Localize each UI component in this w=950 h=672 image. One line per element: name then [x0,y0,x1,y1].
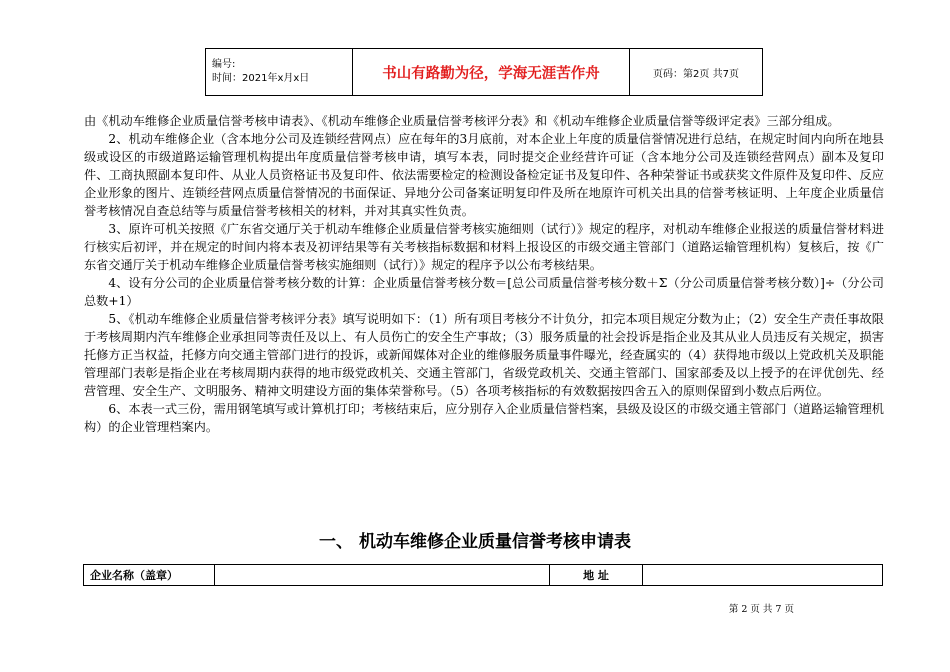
address-field[interactable] [643,565,883,586]
paragraph-5: 5、《机动车维修企业质量信誉考核评分表》填写说明如下：（1）所有项目考核分不计负分，扣完本项目规定分数为止；（2）安全生产责任事故限于考核周期内汽车维修企业承担同等责任及以上、有人员伤亡的安全生产事故；（3）服务质量的社会投诉是指企业及其从业人员违反有关规定，损害托修方正当权益，托修方向交通主管部门进行的投诉，或新闻媒体对企业的维修服务质量事件曝光，经查属实的（4）获得地市级以上党政机关及职能管理部门表彰是指企业在考核周期内获得的地市级党政机关、交通主管部门，省级党政机关、交通主管部门、国家部委及以上授予的在评优创先、经营管理、安全生产、文明服务、精神文明建设方面的集体荣誉称号。（5）各项考核指标的有效数据按四舍五入的原则保留到小数点后两位。 [84,312,884,398]
application-form [83,564,883,586]
section-title: 一、 机动车维修企业质量信誉考核申请表 [319,532,631,552]
paragraph-4: 4、设有分公司的企业质量信誉考核分数的计算：企业质量信誉考核分数＝[总公司质量信誉考核分数＋Σ（分公司质量信誉考核分数）]÷（分公司总数+1） [84,276,884,308]
paragraph-6: 6、本表一式三份，需用钢笔填写或计算机打印；考核结束后，应分别存入企业质量信誉档案，县级及设区的市级交通主管部门（道路运输管理机构）的企业管理档案内。 [84,402,884,434]
paragraph-2: 2、机动车维修企业（含本地分公司及连锁经营网点）应在每年的3月底前，对本企业上年度的质量信誉情况进行总结，在规定时间内向所在地县级或设区的市级道路运输管理机构提出年度质量信誉考核申请，填写本表，同时提交企业经营许可证（含本地分公司及连锁经营网点）副本及复印件、工商执照副本复印件、从业人员资格证书及复印件、依法需要检定的检测设备检定证书及复印件、各种荣誉证书或获奖文件原件及复印件、反应企业形象的图片、连锁经营网点质量信誉情况的书面保证、异地分公司备案证明复印件及所在地原许可机关出具的信誉考核证明、上年度企业质量信誉考核情况自查总结等与质量信誉考核相关的材料，并对其真实性负责。 [84,132,884,218]
page-header [205,48,763,96]
document-number-label: 编号: [212,59,236,70]
company-name-label: 企业名称（盖章） [84,565,215,586]
company-name-field[interactable] [215,565,550,586]
header-meta [206,49,353,96]
page-footer: 第 2 页 共 7 页 [728,604,794,615]
paragraph-1: 由《机动车维修企业质量信誉考核申请表》、《机动车维修企业质量信誉考核评分表》和《机动车维修企业质量信誉等级评定表》三部分组成。 [84,114,840,128]
document-time-label: 时间：2021年x月x日 [212,73,310,84]
document-body [84,112,884,436]
address-label: 地 址 [550,565,643,586]
paragraph-3: 3、原许可机关按照《广东省交通厅关于机动车维修企业质量信誉考核实施细则（试行）》规定的程序，对机动车维修企业报送的质量信誉材料进行核实后初评，并在规定的时间内将本表及初评结果等有关考核指标数据和材料上报设区的市级交通主管部门（道路运输管理机构）复核后，按《广东省交通厅关于机动车维修企业质量信誉考核实施细则（试行）》规定的程序予以公布考核结果。 [84,222,884,272]
header-motto: 书山有路勤为径，学海无涯苦作舟 [353,49,630,96]
header-page-number: 页码：第2页 共7页 [630,49,763,96]
